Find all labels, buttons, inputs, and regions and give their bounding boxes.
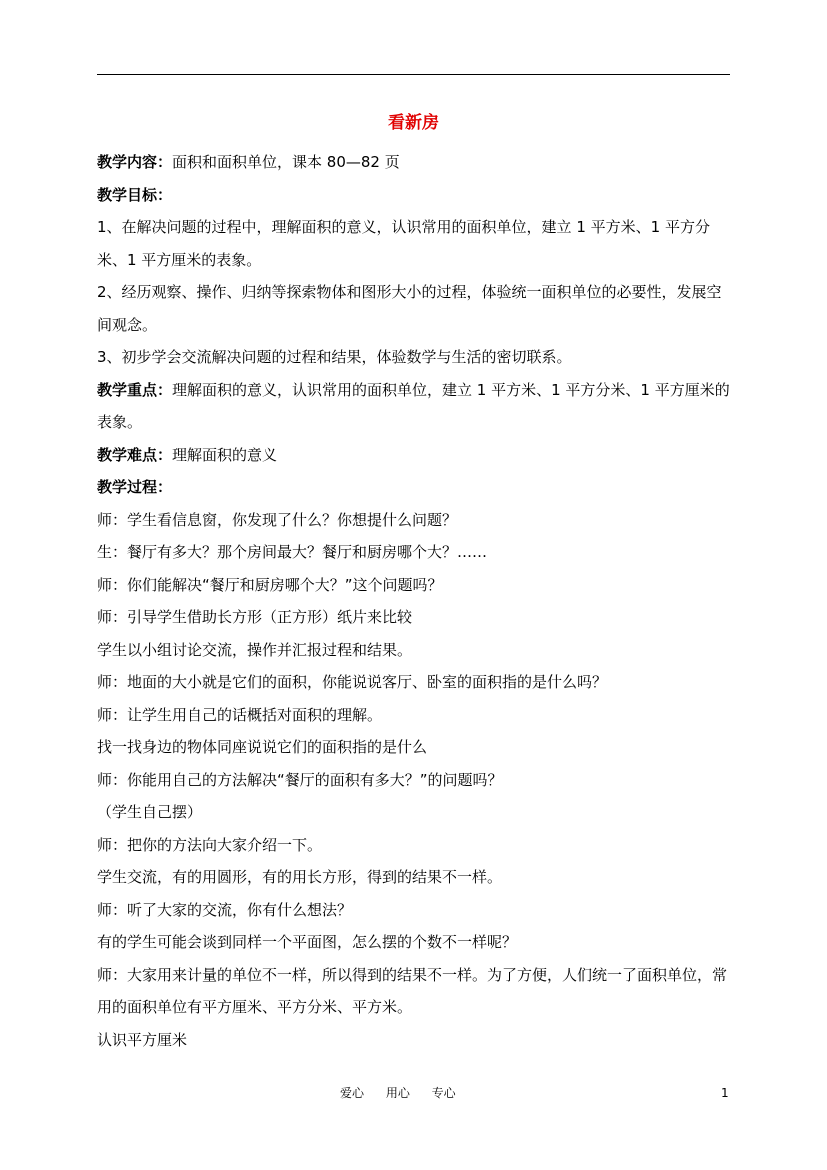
process-line: 生：餐厅有多大？那个房间最大？餐厅和厨房哪个大？…… [97,543,488,561]
teaching-goals-label: 教学目标： [97,185,173,204]
key-points [97,374,730,439]
difficulties-text: 理解面积的意义 [172,445,278,464]
teaching-content-text: 面积和面积单位，课本 80—82 页 [172,153,400,171]
process-heading [97,471,730,504]
teaching-content [97,146,730,179]
process-line: 师：学生看信息窗，你发现了什么？你想提什么问题？ [97,510,458,529]
document-body [97,146,730,1056]
process-line: 有的学生可能会谈到同样一个平面图，怎么摆的个数不一样呢？ [97,933,518,951]
process-line: 师：听了大家的交流，你有什么想法？ [97,900,353,919]
process-line: 师：把你的方法向大家介绍一下。 [97,835,323,854]
page-number: 1 [721,1086,729,1100]
process-line: 师：大家用来计量的单位不一样，所以得到的结果不一样。为了方便，人们统一了面积单位，常用的面积单位有平方厘米、平方分米、平方米。 [97,965,728,1016]
goal-item: 2、经历观察、操作、归纳等探索物体和图形大小的过程，体验统一面积单位的必要性，发展空间观念。 [97,283,722,334]
difficulties-label: 教学难点： [97,445,173,464]
header-rule [97,74,730,75]
process-line: 找一找身边的物体同座说说它们的面积指的是什么 [97,738,428,756]
footer-motto: 爱心 用心 专心 [340,1086,456,1100]
key-points-label: 教学重点： [97,380,173,399]
process-line: 学生交流，有的用圆形，有的用长方形，得到的结果不一样。 [97,868,503,886]
process-line: 师：引导学生借助长方形（正方形）纸片来比较 [97,608,413,626]
teaching-content-label: 教学内容： [97,153,173,171]
process-line: 师：让学生用自己的话概括对面积的理解。 [97,705,383,724]
key-points-text: 理解面积的意义，认识常用的面积单位，建立 1 平方米、1 平方分米、1 平方厘米的表象。 [97,380,730,431]
document-title: 看新房 [388,113,439,133]
teaching-goals-heading [97,179,730,212]
process-line: 师：你们能解决“餐厅和厨房哪个大？”这个问题吗？ [97,575,443,594]
goal-item: 1、在解决问题的过程中，理解面积的意义，认识常用的面积单位，建立 1 平方米、1 平方分米、1 平方厘米的表象。 [97,218,710,269]
process-label: 教学过程： [97,478,173,496]
process-line: 学生以小组讨论交流，操作并汇报过程和结果。 [97,640,413,659]
process-line: 师：你能用自己的方法解决“餐厅的面积有多大？”的问题吗？ [97,770,503,789]
process-line: （学生自己摆） [97,803,203,821]
process-line: 认识平方厘米 [97,1030,188,1049]
difficulties [97,439,730,472]
process-line: 师：地面的大小就是它们的面积，你能说说客厅、卧室的面积指的是什么吗？ [97,673,608,691]
goal-item: 3、初步学会交流解决问题的过程和结果，体验数学与生活的密切联系。 [97,348,572,366]
